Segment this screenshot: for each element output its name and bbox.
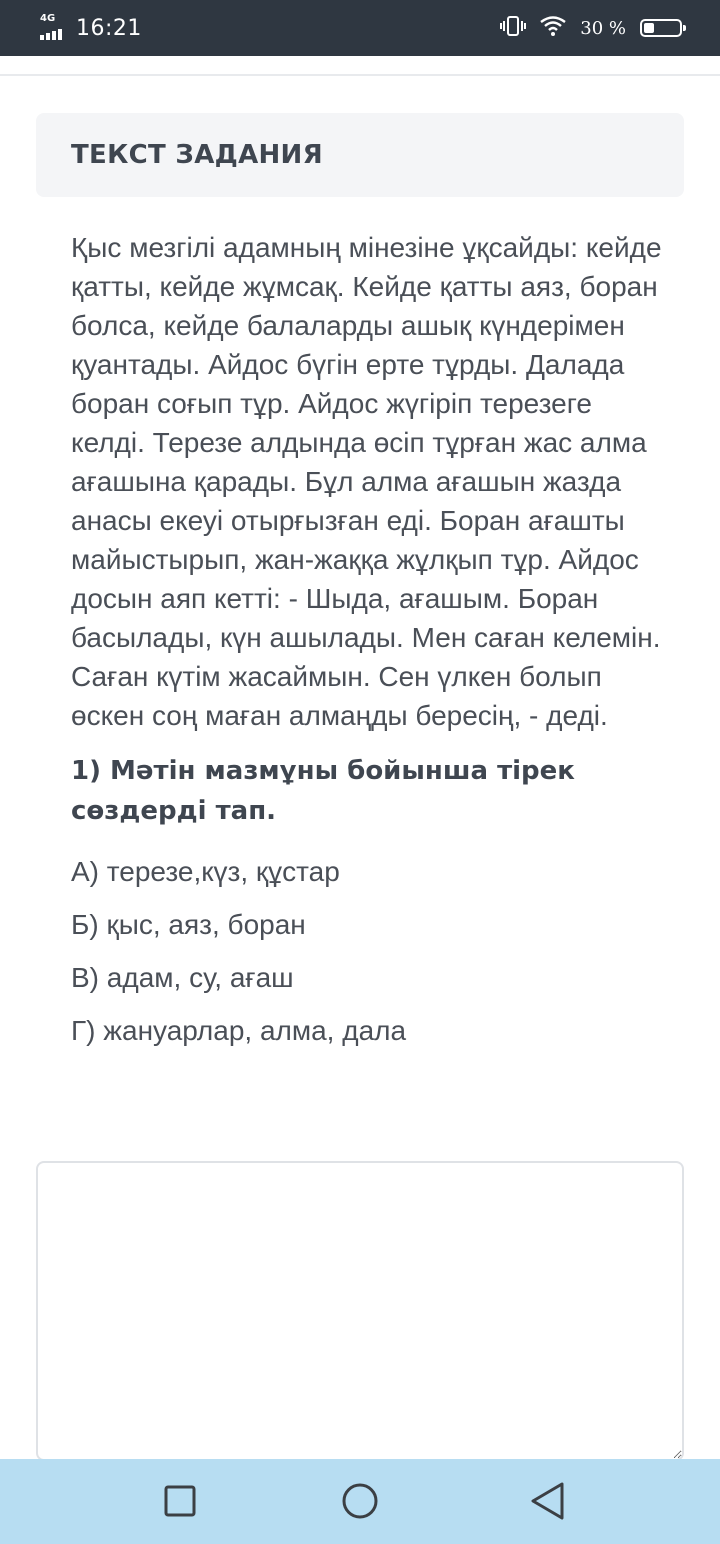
- status-bar-left: [40, 12, 142, 44]
- option-c: В) адам, су, ағаш: [71, 962, 294, 993]
- signal-icon: [40, 14, 70, 42]
- answer-options: [71, 845, 671, 1057]
- back-button[interactable]: [526, 1479, 570, 1523]
- status-bar-right: [500, 12, 682, 44]
- task-header: [36, 113, 684, 197]
- task-content: [71, 228, 671, 1057]
- clock-time: 16:21: [76, 15, 142, 41]
- vibrate-icon: [500, 15, 526, 41]
- battery-icon: [640, 19, 682, 37]
- status-bar: [0, 0, 720, 56]
- task-question: 1) Мәтін мазмұны бойынша тірек сөздерді тап.: [71, 756, 575, 826]
- back-icon: [528, 1481, 568, 1521]
- navigation-bar: [0, 1459, 720, 1544]
- answer-textarea[interactable]: [36, 1161, 684, 1461]
- header-divider: [0, 74, 720, 76]
- network-type: 4G: [40, 13, 56, 24]
- option-d: Г) жануарлар, алма, дала: [71, 1015, 407, 1046]
- task-title: ТЕКСТ ЗАДАНИЯ: [71, 140, 323, 170]
- home-icon: [340, 1481, 380, 1521]
- signal-bars: [40, 29, 62, 40]
- recent-apps-icon: [163, 1484, 197, 1518]
- battery-level: [644, 23, 654, 33]
- home-button[interactable]: [338, 1479, 382, 1523]
- battery-percent: 30 %: [580, 17, 626, 39]
- option-a: А) терезе,күз, құстар: [71, 856, 340, 887]
- option-b: Б) қыс, аяз, боран: [71, 909, 306, 940]
- task-passage: Қыс мезгілі адамның мінезіне ұқсайды: кейде қатты, кейде жұмсақ. Кейде қатты аяз, боран болса, кейде балаларды ашық күндерімен қуантады. Айдос бүгін ерте тұрды. Далада боран соғып тұр. Айдос жүгіріп терезеге келді. Терезе алдында өсіп тұрған жас алма ағашына қарады. Бұл алма ағашын жазда анасы екеуі отырғызған еді. Боран ағашты майыстырып, жан-жаққа жұлқып тұр. Айдос досын аяп кетті: - Шыда, ағашым. Боран басылады, күн ашылады. Мен саған келемін. Саған күтім жасаймын. Сен үлкен болып өскен соң маған алмаңды бересің, - деді.: [71, 232, 662, 731]
- wifi-icon: [540, 16, 566, 40]
- recent-apps-button[interactable]: [158, 1479, 202, 1523]
